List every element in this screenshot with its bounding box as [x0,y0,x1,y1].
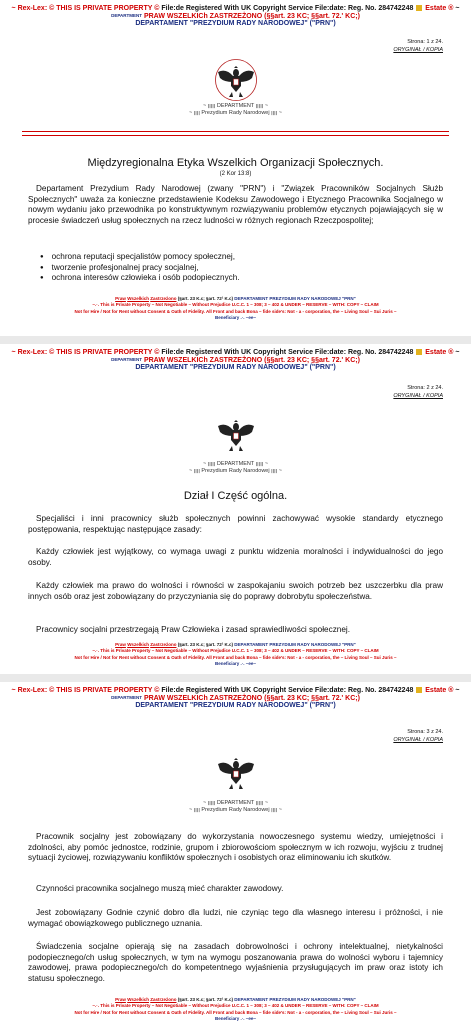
footer-beneficiary: Beneficiary .·. ~ee~ [214,1016,257,1022]
footer-zastrzezono: Zastrzeżono [150,997,177,1002]
department-small-label: DEPARTMENT [111,695,142,700]
private-property-label: © THIS IS PRIVATE PROPERTY © [49,349,160,356]
original-copy-label: ORYGINAŁ / KOPIA [393,737,443,743]
department-header: DEPARTAMENT "PREZYDIUM RADY NARODOWEJ" ("PRN") [135,702,336,709]
paragraph: Jest zobowiązany Godnie czynić dobro dla ludzi, nie czyniąc tego dla własnego interesu i próżności, i nie wymagać obowiązkowego publicznego uznania. [28,908,443,928]
header-tilde: ~ [455,687,460,694]
estate-square-icon [416,687,422,693]
rex-lex-label: ~ Rex-Lex: [11,349,48,356]
footer-articles: (§art. 23 K.c; §art. 72¹ K.c) [177,997,234,1002]
footer-department: DEPARTAMENT PREZYDIUM RADY NARODOWEJ "PRN" [234,296,356,301]
bullet-list [40,252,240,284]
emblem-subname: ~ ꞁꞁꞁꞁ Prezydium Rady Narodowej ꞁꞁꞁꞁ ~ [189,807,282,813]
department-small-label: DEPARTMENT [111,13,142,18]
paragraph: Świadczenia socjalne opierają się na zasadach dobrowolności i ochrony intelektualnej, nietykalności podopiecznego/ch usług społecznych, w tym na wymogu poszanowania prawa do wolności wyboru i tajemnicy zawodowej, prawa podopiecznego/ch do kompetentnego wyjaśnienia przysługujących im praw oraz istoty ich statusu społecznego. [28,942,443,983]
document-page-3 [0,682,471,1024]
emblem-subname: ~ ꞁꞁꞁꞁ Prezydium Rady Narodowej ꞁꞁꞁꞁ ~ [189,468,282,474]
footer-not-for-hire: Not for Hire / Not for Rent without Consent & Oath of Fidelity. All Front and back Bona – fide side's: Not - a - corporation, the – Living Soul – Sui Juris – [74,654,397,660]
footer-department: DEPARTAMENT PREZYDIUM RADY NARODOWEJ "PRN" [234,642,356,647]
paragraph: Pracownicy socjalni przestrzegają Praw Człowieka i zasad sprawiedliwości społecznej. [36,625,350,634]
page-number: Strona: 3 z 24. [407,729,443,735]
copyright-header [0,349,471,356]
copyright-header [0,5,471,12]
intro-paragraph: Departament Prezydium Rady Narodowej (zwany "PRN") i "Związek Pracowników Socjalnych Służb Społecznych" uważa za konieczne przedstawienie Kodeksu Zawodowego i Etycznego Pracownika Socjalnego w nowym wydaniu jako przewodnika po konstruktywnym rozwiązywaniu problemów etycznych pojawiających się w procesie świadczeń usług społecznych na rzecz ludności w różnych regionach Rzeczpospolitej; [28,184,443,225]
footer-praw: Praw [115,642,126,647]
page-number: Strona: 1 z 24. [407,39,443,45]
paragraph: Czynności pracownika socjalnego muszą mieć charakter zawodowy. [36,884,284,893]
document-page-2 [0,344,471,674]
department-small-label: DEPARTMENT [111,357,142,362]
original-copy-label: ORYGINAŁ / KOPIA [393,47,443,53]
page-title: Międzyregionalna Etyka Wszelkich Organizacji Społecznych. [87,157,384,169]
paragraph: Specjaliści i inni pracownicy służb społecznych powinni zachowywać wysokie standardy etycznego postępowania, respektując następujące zasady: [28,514,443,534]
estate-square-icon [416,349,422,355]
registration-label: File:de Registered With UK Copyright Service File:date: Reg. No. 284742248 [161,687,414,694]
eagle-emblem-icon [214,58,258,102]
rights-reserved-label: PRAW WSZELKICh ZASTRZEŻONO (§§art. 23 KC; §§art. 72.' KC;) [143,13,360,20]
emblem-caption [0,103,471,117]
paragraph: Pracownik socjalny jest zobowiązany do wykorzystania nowoczesnego systemu wiedzy, umiejętności i zdolności, aby pomóc jednostce, rodzinie, grupom i zbiorowościom społecznym w ich rozwoju, wyjściu z trudnej sytuacji życiowej, rozwiązywaniu konfliktów społecznych i osobistych oraz eliminowaniu ich skutków. [28,832,443,863]
page-footer [0,296,471,322]
rex-lex-label: ~ Rex-Lex: [11,5,48,12]
rights-header [0,13,471,20]
footer-wszelkich: Wszelkich [127,296,149,301]
private-property-label: © THIS IS PRIVATE PROPERTY © [49,5,160,12]
rights-reserved-label: PRAW WSZELKICh ZASTRZEŻONO (§§art. 23 KC; §§art. 72.' KC;) [143,357,360,364]
footer-praw: Praw [115,296,126,301]
footer-private-property: ~.·. This is Private Property – Not Negotiable – Without Prejudice U.C.C. 1 – 308; 3 – 402 & UNDER – RESERVE – WITH: COPY – CLAIM [92,302,379,308]
registration-label: File:de Registered With UK Copyright Service File:date: Reg. No. 284742248 [161,5,414,12]
footer-not-for-hire: Not for Hire / Not for Rent without Consent & Oath of Fidelity. All Front and back Bona – fide side's: Not - a - corporation, the – Living Soul – Sui Juris – [74,1009,397,1015]
page-number: Strona: 2 z 24. [407,385,443,391]
emblem-name: ~ ꞁꞁꞁꞁꞁ DEPARTMENT ꞁꞁꞁꞁꞁ ~ [202,800,269,806]
original-copy-label: ORYGINAŁ / KOPIA [393,393,443,399]
footer-department: DEPARTAMENT PREZYDIUM RADY NARODOWEJ "PRN" [234,997,356,1002]
emblem-name: ~ ꞁꞁꞁꞁꞁ DEPARTMENT ꞁꞁꞁꞁꞁ ~ [202,103,269,109]
rex-lex-label: ~ Rex-Lex: [11,687,48,694]
footer-private-property: ~.·. This is Private Property – Not Negotiable – Without Prejudice U.C.C. 1 – 308; 3 – 402 & UNDER – RESERVE – WITH: COPY – CLAIM [92,648,379,654]
footer-private-property: ~.·. This is Private Property – Not Negotiable – Without Prejudice U.C.C. 1 – 308; 3 – 402 & UNDER – RESERVE – WITH: COPY – CLAIM [92,1003,379,1009]
list-item: ● ochrona reputacji specjalistów pomocy społecznej, [40,252,240,263]
estate-square-icon [416,5,422,11]
header-tilde: ~ [455,349,460,356]
footer-praw: Praw [115,997,126,1002]
footer-zastrzezono: Zastrzeżono [150,642,177,647]
rights-header [0,357,471,364]
emblem-caption [0,461,471,475]
department-header: DEPARTAMENT "PREZYDIUM RADY NARODOWEJ" ("PRN") [135,20,336,27]
footer-articles: (§art. 23 K.c; §art. 72¹ K.c) [177,296,234,301]
list-item: ● tworzenie profesjonalnej pracy socjalnej, [40,263,240,274]
footer-not-for-hire: Not for Hire / Not for Rent without Consent & Oath of Fidelity. All Front and back Bona – fide side's: Not - a - corporation, the – Living Soul – Sui Juris – [74,308,397,314]
divider-line [22,131,449,136]
estate-label: Estate ® [425,5,454,12]
page-subtitle: (2 Kor 13:8) [219,171,252,177]
eagle-emblem-icon [214,412,258,456]
page-info [393,38,443,54]
emblem-name: ~ ꞁꞁꞁꞁꞁ DEPARTMENT ꞁꞁꞁꞁꞁ ~ [202,461,269,467]
paragraph: Każdy człowiek ma prawo do wolności i równości w zaspokajaniu swoich potrzeb bez uszczerbku dla praw innych osób oraz jest zobowiązany do przyczyniania się do poprawy dobrobytu społeczeństwa. [28,581,443,601]
page-info [393,384,443,400]
emblem-caption [0,800,471,814]
registration-label: File:de Registered With UK Copyright Service File:date: Reg. No. 284742248 [161,349,414,356]
page-footer [0,997,471,1023]
footer-articles: (§art. 23 K.c; §art. 72¹ K.c) [177,642,234,647]
page-info [393,728,443,744]
eagle-emblem-icon [214,750,258,794]
estate-label: Estate ® [425,687,454,694]
header-tilde: ~ [455,5,460,12]
list-item: ● ochrona interesów człowieka i osób podopiecznych. [40,273,240,284]
emblem-subname: ~ ꞁꞁꞁꞁ Prezydium Rady Narodowej ꞁꞁꞁꞁ ~ [189,110,282,116]
copyright-header [0,687,471,694]
page-footer [0,642,471,668]
rights-header [0,695,471,702]
footer-zastrzezono: Zastrzeżono [150,296,177,301]
footer-beneficiary: Beneficiary .·. ~ee~ [214,315,257,321]
document-page-1 [0,0,471,336]
footer-beneficiary: Beneficiary .·. ~ee~ [214,661,257,667]
footer-wszelkich: Wszelkich [127,642,149,647]
rights-reserved-label: PRAW WSZELKICh ZASTRZEŻONO (§§art. 23 KC; §§art. 72.' KC;) [143,695,360,702]
page-title: Dział I Część ogólna. [183,490,288,502]
department-header: DEPARTAMENT "PREZYDIUM RADY NARODOWEJ" ("PRN") [135,364,336,371]
estate-label: Estate ® [425,349,454,356]
private-property-label: © THIS IS PRIVATE PROPERTY © [49,687,160,694]
footer-wszelkich: Wszelkich [127,997,149,1002]
paragraph: Każdy człowiek jest wyjątkowy, co wymaga uwagi z punktu widzenia moralności i indywidualności do jego osoby. [28,547,443,567]
